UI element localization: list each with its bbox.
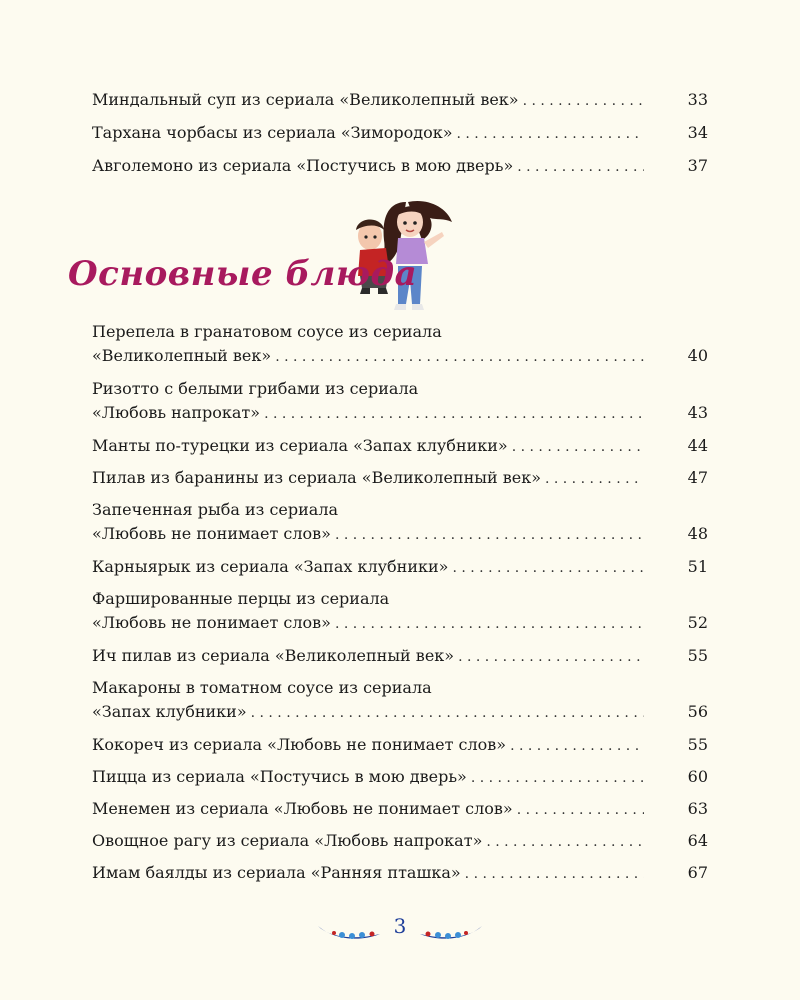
- toc-entry[interactable]: [92, 644, 708, 676]
- leader-dots: [517, 155, 644, 179]
- leader-dots: [545, 467, 644, 491]
- toc-entry-title: Пилав из баранины из сериала «Великолепный век»: [92, 468, 541, 487]
- leader-dots: [465, 862, 644, 886]
- toc-entry-title-line1: Ризотто с белыми грибами из сериала: [92, 379, 419, 398]
- toc-entry[interactable]: [92, 154, 708, 187]
- toc-entry-title-line1: Запеченная рыба из сериала: [92, 500, 339, 519]
- toc-entry-page: 64: [687, 831, 708, 850]
- leader-dots: [486, 830, 644, 854]
- toc-entry-title: Пицца из сериала «Постучись в мою дверь»: [92, 767, 467, 786]
- toc-entry[interactable]: [92, 377, 708, 434]
- toc-top-list: [92, 88, 708, 187]
- toc-entry[interactable]: [92, 765, 708, 797]
- toc-entry-page: 34: [687, 123, 708, 142]
- toc-entry-title: «Запах клубники»: [92, 702, 247, 721]
- toc-entry-title: «Любовь не понимает слов»: [92, 613, 331, 632]
- leader-dots: [275, 345, 644, 369]
- toc-entry-title: Имам баялды из сериала «Ранняя пташка»: [92, 863, 461, 882]
- leader-dots: [512, 435, 644, 459]
- toc-entry[interactable]: [92, 434, 708, 466]
- toc-entry-title: «Любовь не понимает слов»: [92, 524, 331, 543]
- toc-entry[interactable]: [92, 587, 708, 644]
- toc-entry-page: 55: [687, 646, 708, 665]
- leader-dots: [458, 645, 644, 669]
- toc-entry-title: Тархана чорбасы из сериала «Зимородок»: [92, 123, 453, 142]
- toc-entry[interactable]: [92, 466, 708, 498]
- toc-entry[interactable]: [92, 88, 708, 121]
- toc-entry-page: 51: [687, 557, 708, 576]
- toc-entry-page: 37: [687, 156, 708, 175]
- toc-entry-title: Овощное рагу из сериала «Любовь напрокат»: [92, 831, 483, 850]
- page-number: 3: [393, 914, 407, 938]
- toc-entry-title-line1: Перепела в гранатовом соусе из сериала: [92, 322, 442, 341]
- toc-entry-page: 44: [687, 436, 708, 455]
- leader-dots: [523, 89, 644, 113]
- leader-dots: [264, 402, 644, 426]
- toc-entry[interactable]: [92, 676, 708, 733]
- floral-ornament-left: [316, 920, 382, 944]
- toc-entry-title: Кокореч из сериала «Любовь не понимает слов»: [92, 735, 507, 754]
- toc-main-list: [92, 320, 708, 893]
- floral-ornament-right: [418, 920, 484, 944]
- toc-entry[interactable]: [92, 121, 708, 154]
- toc-entry-title: «Любовь напрокат»: [92, 403, 261, 422]
- toc-entry[interactable]: [92, 733, 708, 765]
- leader-dots: [510, 734, 644, 758]
- toc-entry-page: 56: [687, 702, 708, 721]
- toc-entry[interactable]: [92, 555, 708, 587]
- toc-entry-title: «Великолепный век»: [92, 346, 272, 365]
- toc-entry-title-line1: Фаршированные перцы из сериала: [92, 589, 390, 608]
- leader-dots: [251, 701, 644, 725]
- toc-entry-title: Карныярык из сериала «Запах клубники»: [92, 557, 449, 576]
- page-footer: [0, 910, 800, 950]
- toc-entry-title: Менемен из сериала «Любовь не понимает слов»: [92, 799, 513, 818]
- toc-entry-page: 67: [687, 863, 708, 882]
- section-title: Основные блюда: [68, 254, 418, 294]
- leader-dots: [517, 798, 644, 822]
- toc-entry-page: 63: [687, 799, 708, 818]
- leader-dots: [457, 122, 645, 146]
- toc-entry-page: 43: [687, 403, 708, 422]
- leader-dots: [335, 523, 644, 547]
- toc-entry[interactable]: [92, 797, 708, 829]
- leader-dots: [471, 766, 644, 790]
- toc-entry[interactable]: [92, 498, 708, 555]
- toc-entry-title: Авголемоно из сериала «Постучись в мою дверь»: [92, 156, 514, 175]
- toc-entry-page: 55: [687, 735, 708, 754]
- toc-entry-title: Миндальный суп из сериала «Великолепный век»: [92, 90, 519, 109]
- toc-entry[interactable]: [92, 861, 708, 893]
- toc-entry-title: Манты по-турецки из сериала «Запах клубники»: [92, 436, 508, 455]
- toc-entry-title: Ич пилав из сериала «Великолепный век»: [92, 646, 455, 665]
- toc-entry-page: 40: [687, 346, 708, 365]
- toc-entry[interactable]: [92, 320, 708, 377]
- toc-entry-page: 33: [687, 90, 708, 109]
- leader-dots: [335, 612, 644, 636]
- toc-entry-page: 47: [687, 468, 708, 487]
- toc-entry-page: 60: [687, 767, 708, 786]
- toc-entry-page: 52: [687, 613, 708, 632]
- toc-entry-title-line1: Макароны в томатном соусе из сериала: [92, 678, 432, 697]
- toc-entry-page: 48: [687, 524, 708, 543]
- toc-entry[interactable]: [92, 829, 708, 861]
- leader-dots: [452, 556, 644, 580]
